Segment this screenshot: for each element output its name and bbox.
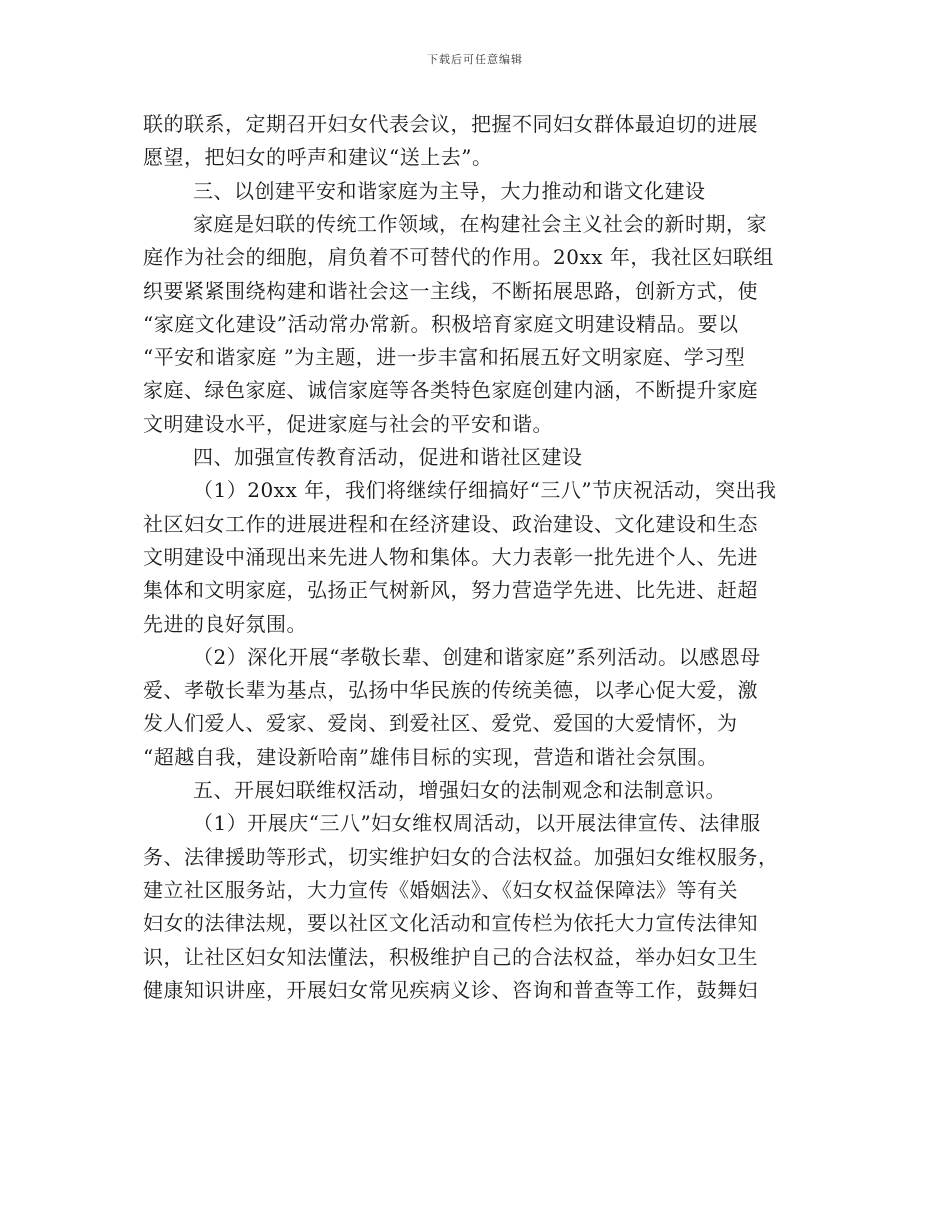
text-line: 识，让社区妇女知法懂法，积极维护自己的合法权益，举办妇女卫生 — [143, 944, 758, 969]
text-line: （2）深化开展“孝敬长辈、创建和谐家庭”系列活动。以感恩母 — [193, 644, 761, 669]
text-line: 四、加强宣传教育活动，促进和谐社区建设 — [193, 445, 583, 469]
text-line: 健康知识讲座，开展妇女常见疾病义诊、咨询和普查等工作，鼓舞妇 — [143, 977, 758, 1002]
text-line: “家庭文化建设”活动常办常新。积极培育家庭文明建设精品。要以 — [143, 311, 739, 336]
text-line: 社区妇女工作的进展进程和在经济建设、政治建设、文化建设和生态 — [143, 511, 758, 536]
text-line: （1）20xx 年，我们将继续仔细搞好“三八”节庆祝活动，突出我 — [193, 478, 777, 503]
text-line: 家庭、绿色家庭、诚信家庭等各类特色家庭创建内涵，不断提升家庭 — [143, 378, 758, 403]
text-line: 联的联系，定期召开妇女代表会议，把握不同妇女群体最迫切的进展 — [143, 112, 758, 136]
text-line: 发人们爱人、爱家、爱岗、到爱社区、爱党、爱国的大爱情怀，为 — [143, 711, 738, 736]
text-line: 织要紧紧围绕构建和谐社会这一主线，不断拓展思路，创新方式，使 — [143, 278, 758, 303]
page-header: 下载后可任意编辑 — [427, 53, 523, 66]
text-line: 务、法律援助等形式，切实维护妇女的合法权益。加强妇女维权服务， — [143, 844, 779, 869]
text-line: 先进的良好氛围。 — [143, 611, 307, 636]
text-line: 庭作为社会的细胞，肩负着不可替代的作用。20xx 年，我社区妇联组 — [143, 245, 774, 270]
text-line: （1）开展庆“三八”妇女维权周活动，以开展法律宣传、法律服 — [193, 811, 761, 836]
text-line: 妇女的法律法规，要以社区文化活动和宣传栏为依托大力宣传法律知 — [143, 911, 758, 936]
text-line: 文明建设中涌现出来先进人物和集体。大力表彰一批先进个人、先进 — [143, 544, 758, 569]
text-line: 文明建设水平，促进家庭与社会的平安和谐。 — [143, 411, 553, 436]
text-line: 家庭是妇联的传统工作领域，在构建社会主义社会的新时期，家 — [193, 211, 767, 236]
text-line: 愿望，把妇女的呼声和建议“送上去”。 — [143, 145, 493, 170]
text-line: 爱、孝敬长辈为基点，弘扬中华民族的传统美德，以孝心促大爱，激 — [143, 678, 758, 703]
text-line: 五、开展妇联维权活动，增强妇女的法制观念和法制意识。 — [193, 778, 726, 802]
text-line: 集体和文明家庭，弘扬正气树新风，努力营造学先进、比先进、赶超 — [143, 578, 758, 603]
text-line: 三、以创建平安和谐家庭为主导，大力推动和谐文化建设 — [193, 178, 706, 203]
text-line: 建立社区服务站，大力宣传《婚姻法》、《妇女权益保障法》等有关 — [143, 877, 738, 902]
text-line: “超越自我，建设新哈南”雄伟目标的实现，营造和谐社会氛围。 — [143, 744, 718, 769]
text-line: “平安和谐家庭 ”为主题，进一步丰富和拓展五好文明家庭、学习型 — [143, 345, 746, 370]
